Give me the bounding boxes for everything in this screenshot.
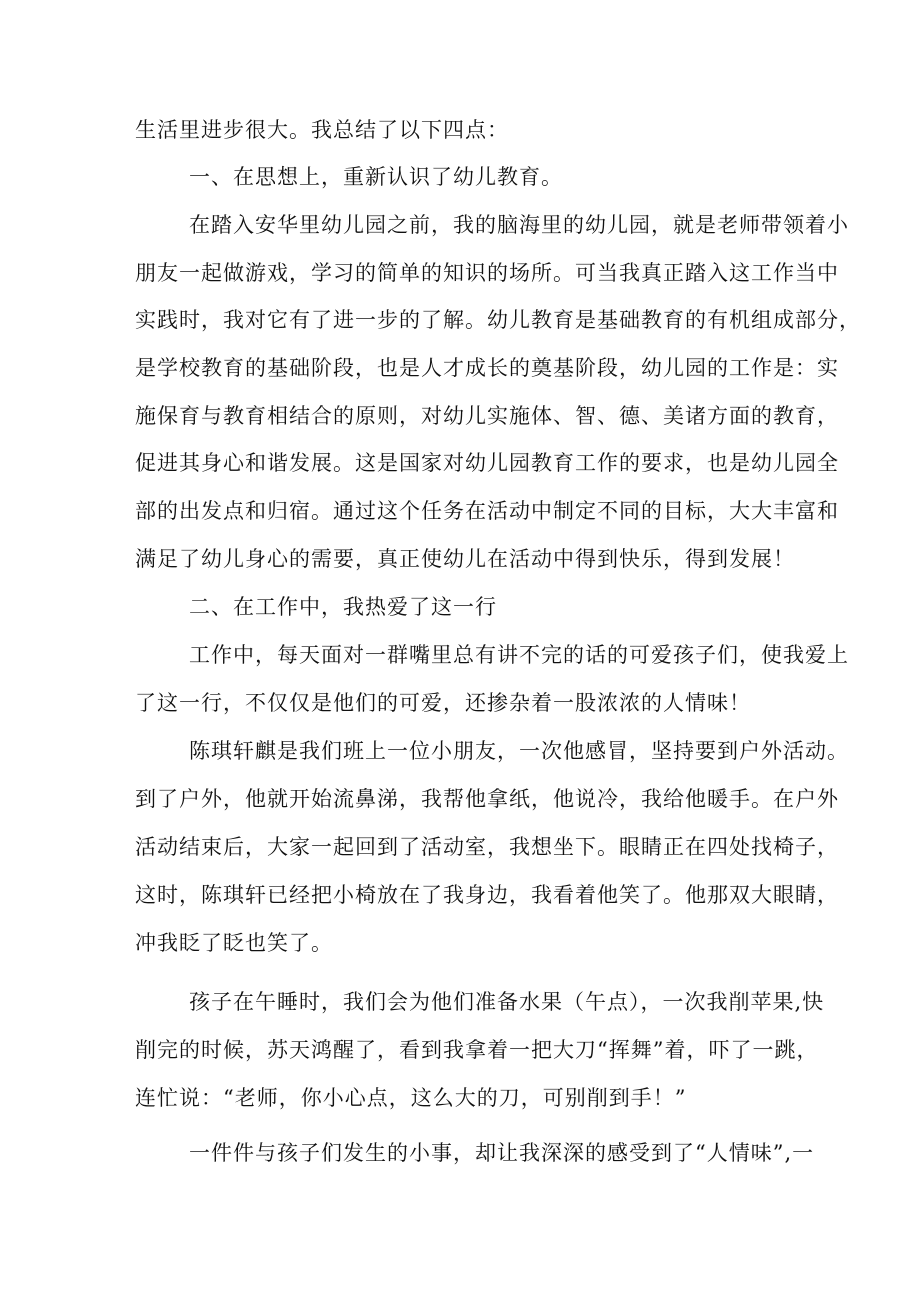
section-heading: 二、在工作中，我热爱了这一行: [189, 595, 497, 619]
paragraph-line: 生活里进步很大。我总结了以下四点：: [135, 118, 509, 142]
paragraph-line: 是学校教育的基础阶段，也是人才成长的奠基阶段，幼儿园的工作是：实: [135, 356, 839, 380]
paragraph-line: 在踏入安华里幼儿园之前，我的脑海里的幼儿园，就是老师带领着小: [189, 213, 849, 237]
paragraph-line: 孩子在午睡时，我们会为他们准备水果（午点），一次我削苹果,快: [189, 990, 825, 1014]
paragraph-line: 冲我眨了眨也笑了。: [135, 931, 333, 955]
paragraph-line: 陈琪轩麒是我们班上一位小朋友，一次他感冒，坚持要到户外活动。: [189, 739, 849, 763]
paragraph-line: 朋友一起做游戏，学习的简单的知识的场所。可当我真正踏入这工作当中: [135, 261, 839, 285]
paragraph-line: 连忙说：“老师，你小心点，这么大的刀，可别削到手！”: [135, 1086, 687, 1110]
paragraph-line: 活动结束后，大家一起回到了活动室，我想坐下。眼睛正在四处找椅子，: [135, 835, 839, 859]
paragraph-line: 实践时，我对它有了进一步的了解。幼儿教育是基础教育的有机组成部分，: [135, 308, 861, 332]
paragraph-line: 工作中，每天面对一群嘴里总有讲不完的话的可爱孩子们，使我爱上: [189, 643, 849, 667]
paragraph-line: 促进其身心和谐发展。这是国家对幼儿园教育工作的要求，也是幼儿园全: [135, 451, 839, 475]
paragraph-line: 了这一行，不仅仅是他们的可爱，还掺杂着一股浓浓的人情味！: [135, 691, 751, 715]
paragraph-line: 施保育与教育相结合的原则，对幼儿实施体、智、德、美诸方面的教育，: [135, 404, 839, 428]
paragraph-line: 满足了幼儿身心的需要，真正使幼儿在活动中得到快乐，得到发展！: [135, 547, 795, 571]
section-heading: 一、在思想上，重新认识了幼儿教育。: [189, 165, 563, 189]
paragraph-line: 这时，陈琪轩已经把小椅放在了我身边，我看着他笑了。他那双大眼睛，: [135, 883, 839, 907]
paragraph-line: 到了户外，他就开始流鼻涕，我帮他拿纸，他说冷，我给他暖手。在户外: [135, 787, 839, 811]
paragraph-line: 部的出发点和归宿。通过这个任务在活动中制定不同的目标，大大丰富和: [135, 499, 839, 523]
paragraph-line: 削完的时候，苏天鸿醒了，看到我拿着一把大刀“挥舞”着，吓了一跳，: [135, 1038, 819, 1062]
paragraph-line: 一件件与孩子们发生的小事，却让我深深的感受到了“人情味”,一: [189, 1141, 815, 1165]
